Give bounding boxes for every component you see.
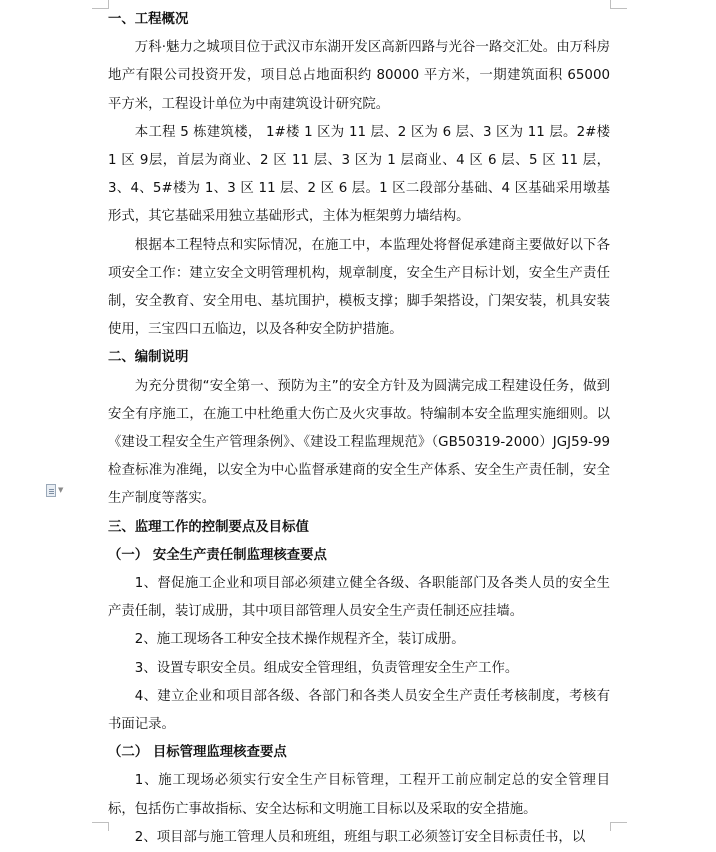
paragraph: 为充分贯彻“安全第一、预防为主”的安全方针及为圆满完成工程建设任务，做到安全有序施工，在施工中杜绝重大伤亡及火灾事故。特编制本安全监理实施细则。以《建设工程安全生产管理条例》、《建设工程监理规范》（GB50319-2000）JGJ59-99 检查标准为准绳，以安全为中心监督承建商的安全生产体系、安全生产责任制，安全生产制度等落实。 (108, 378, 610, 507)
paragraph: 本工程 5 栋建筑楼， 1#楼 1 区为 11 层、2 区为 6 层、3 区为 11 层。2#楼 1 区 9层，首层为商业、2 区 11 层、3 区为 1 层商业、4 区 6 层、5 区 11 层，3、4、5#楼为 1、3 区 11 层、2 区 6 层。1 区二段部分基础、4 区基础采用墩基形式，其它基础采用独立基础形式，主体为框架剪力墙结构。 (108, 124, 610, 225)
list-item: 2、项目部与施工管理人员和班组，班组与职工必须签订安全目标责任书，以 (134, 829, 586, 845)
margin-corner-top-right (610, 0, 627, 9)
subsection-heading-responsibility: （一） 安全生产责任制监理核查要点 (108, 547, 327, 563)
dropdown-arrow-icon: ▼ (58, 486, 64, 494)
list-item: 3、设置专职安全员。组成安全管理组，负责管理安全生产工作。 (134, 660, 519, 676)
section-heading-control-points: 三、监理工作的控制要点及目标值 (108, 519, 309, 535)
list-item: 1、施工现场必须实行安全生产目标管理，工程开工前应制定总的安全管理目标，包括伤亡事故指标、安全达标和文明施工目标以及采取的安全措施。 (108, 773, 610, 817)
document-icon (46, 484, 56, 497)
paragraph: 根据本工程特点和实际情况，在施工中，本监理处将督促承建商主要做好以下各项安全工作：建立安全文明管理机构，规章制度，安全生产目标计划，安全生产责任制，安全教育、安全用电、基坑围护，模板支撑；脚手架搭设，门架安装，机具安装使用，三宝四口五临边，以及各种安全防护措施。 (108, 237, 610, 338)
section-heading-compilation: 二、编制说明 (108, 350, 189, 366)
paragraph-options-icon[interactable] (46, 484, 63, 497)
section-heading-overview: 一、工程概况 (108, 12, 189, 27)
margin-corner-top-left (92, 0, 109, 9)
subsection-heading-target-management: （二） 目标管理监理核查要点 (108, 745, 287, 761)
list-item: 2、施工现场各工种安全技术操作规程齐全，装订成册。 (134, 632, 465, 648)
paragraph: 万科·魅力之城项目位于武汉市东湖开发区高新四路与光谷一路交汇处。由万科房地产有限公司投资开发，项目总占地面积约 80000 平方米，一期建筑面积 65000 平方米，工程设计单位为中南建筑设计研究院。 (108, 40, 610, 112)
list-item: 1、督促施工企业和项目部必须建立健全各级、各职能部门及各类人员的安全生产责任制，装订成册，其中项目部管理人员安全生产责任制还应挂墙。 (108, 576, 610, 620)
document-body (108, 6, 610, 852)
list-item: 4、建立企业和项目部各级、各部门和各类人员安全生产责任考核制度，考核有书面记录。 (108, 688, 610, 733)
